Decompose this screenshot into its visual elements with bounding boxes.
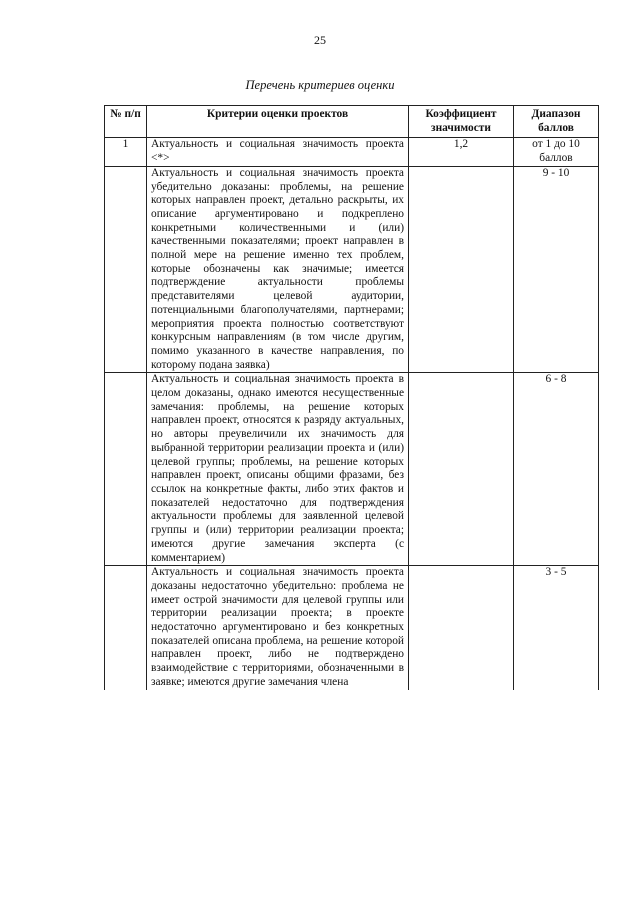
level-description: Актуальность и социальная значимость проекта доказаны недостаточно убедительно: проблема не имеет острой значимости для целевой группы или территории реализации проекта; в проекте недостаточно аргументировано и без конкретных показателей описана проблема, на решение которой направлен проект, либо не подтверждено взаимодействие с территориями, обозначенными в заявке; имеются другие замечания члена [147, 566, 409, 690]
header-range: Диапазон баллов [514, 106, 599, 138]
document-title: Перечень критериев оценки [245, 78, 395, 92]
level-coefficient-cell [409, 373, 514, 566]
level-row [105, 566, 599, 690]
level-row [105, 166, 599, 373]
criterion-title: Актуальность и социальная значимость проекта <*> [147, 138, 409, 166]
criterion-coefficient: 1,2 [409, 138, 514, 166]
header-num: № п/п [105, 106, 147, 138]
criterion-row [105, 138, 599, 166]
criterion-number: 1 [105, 138, 147, 166]
page-number: 25 [314, 33, 326, 47]
level-row [105, 373, 599, 566]
level-score-range: 3 - 5 [514, 566, 599, 690]
level-description: Актуальность и социальная значимость проекта в целом доказаны, однако имеются несущественные замечания: проблемы, на решение которых направлен проект, относятся к разряду актуальных, но авторы преувеличили их значимость для выбранной территории реализации проекта и (или) целевой группы; проблемы, на решение которых направлен проект, описаны общими фразами, без ссылок на конкретные факты, либо этих фактов и показателей недостаточно для подтверждения актуальности проблемы для заявленной целевой группы и (или) территории реализации проекта; имеются другие замечания эксперта (с комментарием) [147, 373, 409, 566]
header-criteria: Критерии оценки проектов [147, 106, 409, 138]
level-num-cell [105, 166, 147, 373]
level-coefficient-cell [409, 566, 514, 690]
level-num-cell [105, 373, 147, 566]
level-score-range: 9 - 10 [514, 166, 599, 373]
header-coefficient: Коэффициент значимости [409, 106, 514, 138]
level-description: Актуальность и социальная значимость проекта убедительно доказаны: проблемы, на решение которых направлен проект, детально раскрыты, их описание аргументировано и подкреплено конкретными количественными и (или) качественными показателями; проект направлен в полной мере на решение именно тех проблем, которые обозначены как значимые; имеется подтверждение актуальности проблемы представителями целевой аудитории, потенциальными благополучателями, партнерами; мероприятия проекта полностью соответствуют конкурсным направлениям (в том числе другим, помимо указанного в качестве направления, по которому подана заявка) [147, 166, 409, 373]
criteria-table [104, 105, 599, 690]
table-header-row [105, 106, 599, 138]
criterion-range: от 1 до 10 баллов [514, 138, 599, 166]
level-num-cell [105, 566, 147, 690]
level-coefficient-cell [409, 166, 514, 373]
level-score-range: 6 - 8 [514, 373, 599, 566]
